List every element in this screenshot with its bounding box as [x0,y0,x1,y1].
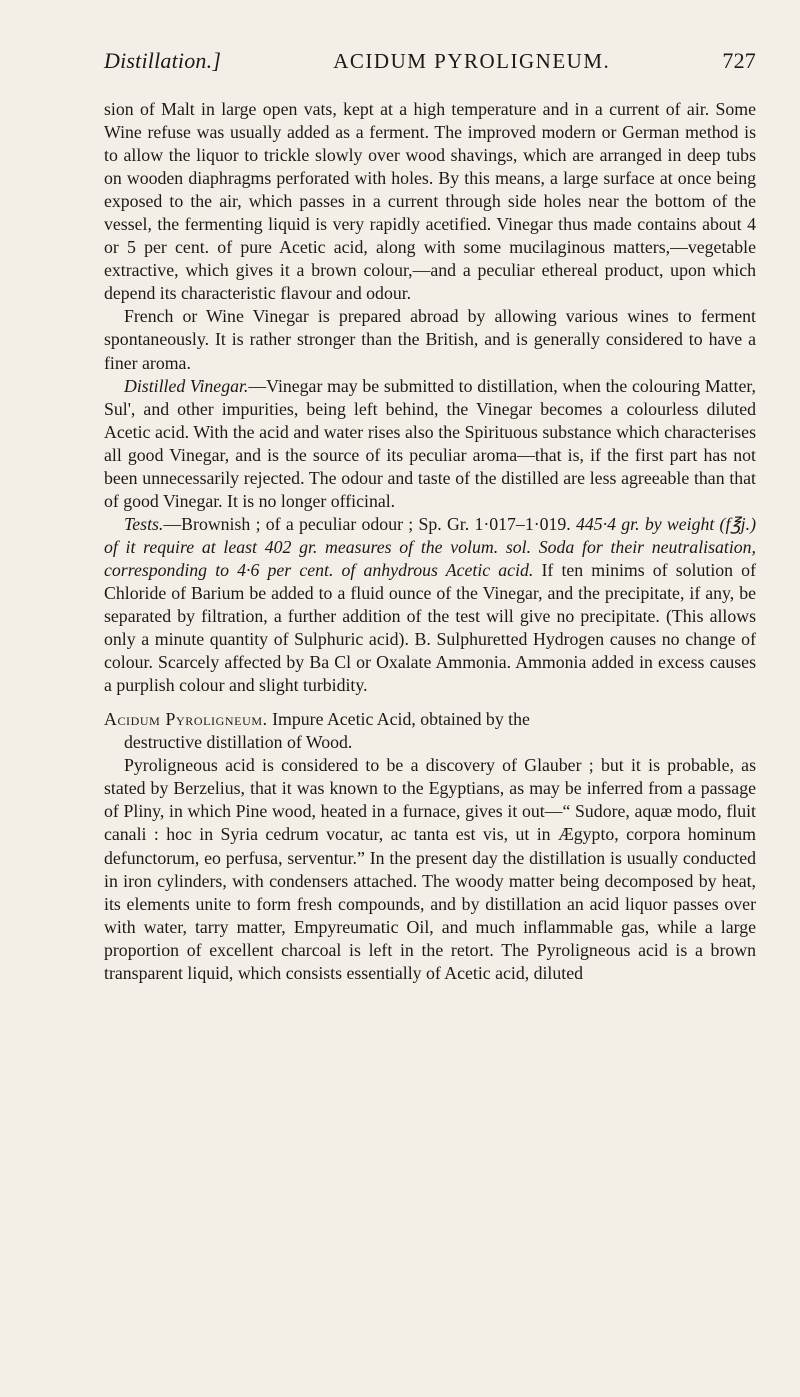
distilled-vinegar-text: —Vinegar may be submitted to distillation, when the colouring Matter, Sul', and other impurities, being left behind, the Vinegar becomes a colourless diluted Acetic acid. With the acid and water rises also the Spirituous substance which characterises all good Vinegar, and is the source of its peculiar aroma—that is, if the first part has not been unnecessarily rejected. The odour and taste of the distilled are less agreeable than that of good Vinegar. It is no longer officinal. [104,375,756,511]
page-title: ACIDUM PYROLIGNEUM. [333,49,611,73]
tests-text-c: If ten minims of solution of Chloride of Barium be added to a fluid ounce of the Vinegar, and the precipitate, if any, be separated by filtration, a further addition of the test will give no precipitate. (This allows only a minute quantity of Sulphuric acid). B. Sulphuretted Hydrogen causes no change of colour. Scarcely affected by Ba Cl or Oxalate Ammonia. Ammonia added in excess causes a purplish colour and slight turbidity. [104,559,756,696]
running-head [104,48,756,74]
paragraph-pyroligneous-acid: Pyroligneous acid is considered to be a discovery of Glauber ; but it is probable, as stated by Berzelius, that it was known to the Egyptians, as may be inferred from a passage of Pliny, in which Pine wood, heated in a furnace, gives it out—“ Sudore, aquæ modo, fluit canali : hoc in Syria cedrum vocatur, ac tanta est vis, ut in Ægypto, corpora hominum defunctorum, eo perfusa, serventur.” In the present day the distillation is usually conducted in iron cylinders, with condensers attached. The woody matter being decomposed by heat, its elements unite to form fresh compounds, and by distillation an acid liquor passes over with water, tarry matter, Empyreumatic Oil, and much inflammable gas, while a large proportion of excellent charcoal is left in the retort. The Pyroligneous acid is a brown transparent liquid, which consists essentially of Acetic acid, diluted [104,755,756,983]
heading-tests: Tests. [124,513,164,534]
tests-text-a: —Brownish ; of a peculiar odour ; Sp. Gr. 1·017–1·019. [163,513,577,534]
heading-acidum-pyroligneum: Acidum Pyroligneum. [104,709,268,730]
entry-acidum-pyroligneum [104,708,756,754]
section-label: Distillation.] [104,48,222,73]
page-number: 727 [722,48,756,73]
heading-distilled-vinegar: Distilled Vinegar. [124,375,249,396]
paragraph-tests [104,513,756,697]
body-text [104,98,756,985]
paragraph-vinegar-process: sion of Malt in large open vats, kept at a high temperature and in a current of air. Some Wine refuse was usually added as a ferment. The improved modern or German method is to allow the liquor to trickle slowly over wood shavings, which are arranged in deep tubs on wooden diaphragms perforated with holes. By this means, a large surface at once being exposed to the air, which passes in a current through side holes near the bottom of the vessel, the fermenting liquid is very rapidly acetified. Vinegar thus made contains about 4 or 5 per cent. of pure Acetic acid, along with some mucilaginous matters,—vegetable extractive, which gives it a brown colour,—and a peculiar ethereal product, upon which depend its characteristic flavour and odour. [104,99,756,304]
tests-text-b: 445·4 gr. by weight (f℥j.) of it require at least 402 gr. measures of the volum. sol. Soda for their neutralisation, corresponding to 4·6 per cent. of anhydrous Acetic acid. [104,513,756,580]
paragraph-distilled-vinegar [104,375,756,513]
entry-text-b: destructive distillation of Wood. [124,732,353,753]
paragraph-french-vinegar: French or Wine Vinegar is prepared abroad by allowing various wines to ferment spontaneously. It is rather stronger than the British, and is generally considered to have a finer aroma. [104,306,756,373]
entry-text-a: Impure Acetic Acid, obtained by the [267,709,530,730]
